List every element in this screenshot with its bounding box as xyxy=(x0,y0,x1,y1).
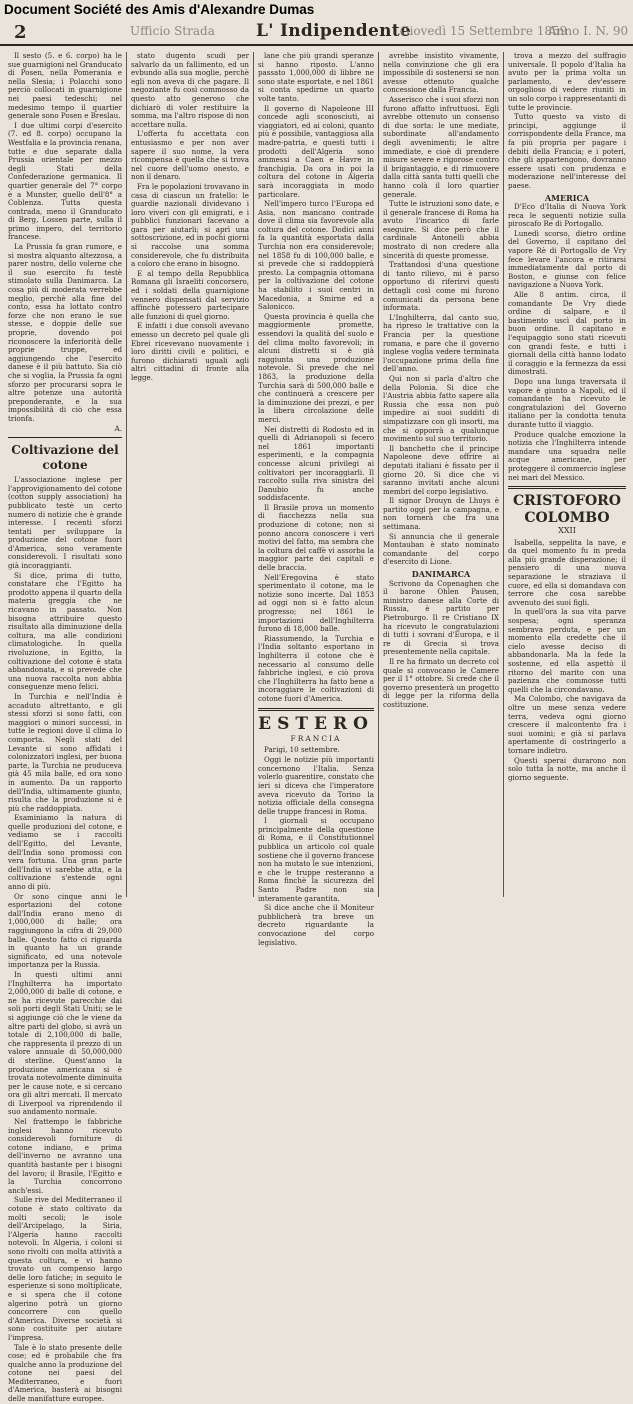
paragraph: Trattandosi d'una questione di tanto rilievo, mi è parso opportuno di riferirvi questi dettagli così come mi furono comunicati da persona bene informata. xyxy=(383,260,499,313)
paragraph: Si dice anche che il Moniteur pubblicherà tra breve un decreto riguardante la convocazione del corpo legislativo. xyxy=(258,903,374,947)
masthead xyxy=(0,18,633,46)
paragraph: Lunedì scorso, dietro ordine del Governo, il capitano del vapore Rè di Portogallo de Vry fece levare l'ancora e ritirarsi immediatamente dal porto di Boston, e giunse con felice navigazione a Nuova York. xyxy=(508,228,626,290)
masthead-faded-mid: Giovedì 15 Settembre 1859 xyxy=(400,24,568,38)
paragraph: Alle 8 antim. circa, il comandante De Vry diede ordine di salpare, e il bastimento uscì dal porto in buon ordine. Il capitano e l'equipaggio sono stati ricevuti con grandi feste, e tutti i giornali della città hanno lodato il coraggio e la fermezza da essi dimostrati. xyxy=(508,290,626,377)
paragraph: I due ultimi corpi d'esercito (7. ed 8. corpo) occupano la Westfalia e la provincia renana, tutte e due separate dalla Prussia orientale per mezzo degli Stati della Confederazione germanica. Il quartier generale del 7° corpo è a Munster, quello dell'8° a Coblenza. Tutta questa contrada, meno il Granducato di Berg, Lossen parte, sulla il primo impero, del territorio francese. xyxy=(8,120,122,242)
paragraph: E al tempo della Repubblica Romana gli Israeliti concorsero, ed i soldati della guarnigione vennero dispensati dal servizio affinchè potessero partecipare alle funzioni di quel giorno. xyxy=(131,268,249,321)
paragraph: Scrivono da Copenaghen che il barone Ohlen Pausen, ministro danese alla Corte di Russia, è partito per Pietroburgo. Il re Cristiano IX ha ricevuto le congratulazioni di tutti i sovrani d'Europa, e il re di Grecia si trova presentemente nella capitale. xyxy=(383,578,499,657)
paragraph: Tale è lo stato presente delle cose; ed è probabile che fra qualche anno la produzione del cotone nei paesi del Mediterraneo, e fuori d'America, basterà ai bisogni delle manifatture europee. xyxy=(8,1342,122,1404)
paragraph: Asserisco che i suoi sforzi non furono affatto infruttuosi. Egli avrebbe ottenuto un consenso di due sorta: le une mediate, subordinate all'andamento degli avvenimenti; le altre immediate, e cioè di prendere misure severe e rigorose contro il brigantaggio, e di rimuovere dalla città santa tutti quelli che hanno colà il loro quartier generale. xyxy=(383,94,499,199)
paragraph: In questi ultimi anni l'Inghilterra ha importato 2,000,000 di balle di cotone, e ne ha ricevute parecchie dai soli porti degli Stati Uniti; se le si aggiunge ciò che le viene da altre parti del globo, si avrà un totale di 2,100,000 di balle, che rappresenta il prezzo di un valore annuale di 50,000,000 di sterline. Quest'anno la produzione americana si è trovata notevolmente diminuita per le cause note, e si cercano ora gli altri mercati. Il mercato di Liverpool va riprendendo il suo andamento normale. xyxy=(8,969,122,1117)
paragraph: Il signor Drouyn de Lhuys è partito oggi per la campagna, e non tornerà che fra una settimana. xyxy=(383,496,499,532)
paragraph: L'Inghilterra, dal canto suo, ha ripreso le trattative con la Francia per la questione romana, e pare che il governo inglese voglia vedere terminata l'occupazione prima della fine dell'anno. xyxy=(383,312,499,374)
paragraph: avrebbe insistito vivamente, nella convinzione che gli era impossibile di sostenersi se non avesse ottenuto qualche concessione dalla Francia. xyxy=(383,51,499,95)
paragraph: lane che più grandi speranze si hanno riposto. L'anno passato 1,000,000 di libbre ne sono state esportate, e nel 1861 si conta spedirne un quarto volte tanto. xyxy=(258,51,374,103)
estero-heading xyxy=(258,715,374,744)
source-banner: Document Société des Amis d'Alexandre Dumas xyxy=(4,2,315,17)
paragraph: Esaminiamo la natura di quelle produzioni del cotone, e vediamo se i raccolti dell'Egitto, del Levante, dell'India sono promossi con vera fortuna. Una gran parte dell'India vi sarebbe atta, e la coltivazione s'estende ogni anno di più. xyxy=(8,813,122,892)
column-1 xyxy=(8,51,122,1404)
paragraph: L'offerta fu accettata con entusiasmo e per non aver sapere il suo nome, la vera ricompensa è quella che si trova nel cuore dell'uomo onesto, e non il denaro. xyxy=(131,129,249,182)
divider xyxy=(508,486,626,489)
paragraph: Sulle rive del Mediterraneo il cotone è stato coltivato da molti secoli; le isole dell'Arcipelago, la Siria, l'Algeria hanno raccolti notevoli. In Algeria, i coloni si sono rivolti con molta attività a questa coltura, e vi hanno trovato un compenso largo delle loro fatiche; in seguito le esperienze si sono moltiplicate, e si spera che il cotone algerino potrà un giorno concorrere con quello d'America. Diverse società si sono costituite per aiutare l'impresa. xyxy=(8,1195,122,1342)
paragraph: Si dice, prima di tutto, constatare che l'Egitto ha prodotto appena il quarto della materia greggia che ne ricavano in passato. Non bisogna attribuire questo risultato alla diminuzione della coltura, ma alle condizioni climatologiche. In quella rivoluzione, in Egitto, la coltivazione del cotone è stata abbandonata, e si prevede che una nuova raccolta non abbia conseguenze meno felici. xyxy=(8,570,122,692)
feuilleton-title: CRISTOFORO COLOMBO xyxy=(512,493,621,527)
column-rule xyxy=(378,52,379,897)
column-4 xyxy=(383,52,499,897)
divider xyxy=(8,437,122,438)
newspaper-title: L' Indipendente xyxy=(256,21,412,41)
masthead-faded-right: Anno I. N. 90 xyxy=(548,24,629,38)
paragraph: Tutto questo va visto di principi, aggiunge il corrispondente della France, ma fa più propria per pagare i debiti della Francia; e i poteri, che gli appartengono, dovranno essere usati con prudenza e moderazione nell'interesse del paese. xyxy=(508,112,626,190)
paragraph: Isabella, seppelita la nave, e da quel momento fu in preda alla più grande disperazione; il pensiero di una nuova separazione le straziava il cuore, ed ella si domandava con terrore che cosa sarebbe avvenuto dei suoi figli. xyxy=(508,537,626,607)
paragraph: Il banchetto che il principe Napoleone deve offrire ai deputati italiani è fissato per il giorno 20. Si dice che vi saranno invitati anche alcuni membri del corpo legislativo. xyxy=(383,443,499,496)
dateline: Parigi, 10 settembre. xyxy=(264,744,340,754)
paragraph: Fra le popolazioni trovavano in casa di ciascun un fratello: le guardie nazionali dividevano i loro viveri con gli emigrati, e i pubblici funzionari facevano a gara per aiutarli; si aprì una sottoscrizione, ed in pochi giorni si raccolse una somma considerevole, che fu distribuita a coloro che erano in bisogno. xyxy=(131,181,249,269)
end-mark: A. xyxy=(114,423,122,433)
paragraph: Si annuncia che il generale Montauban è stato nominato comandante del corpo d'esercito di Lione. xyxy=(383,531,499,567)
paragraph: Il sesto (5. e 6. corpo) ha le sue guarnigioni nel Granducato di Posen, nella Pomerania e nella Slesia; i Polacchi sono perciò collocati in guarnigione nei paesi tedeschi; nel medesimo tempo il quartier generale sono Posen e Breslau. xyxy=(8,51,122,121)
paragraph: La Prussia fa gran rumore, e si mostra alquanto altezzosa, a parer nostro, dello volerne che il suo esercito fu testè stimolato sulla Danimarca. La cosa più di moderata verrebbe meglio, perchè alla fine del conto, essa ha lottato contro forze che non erano le sue stesse, e doppie delle sue proprie, dovendo poi riconoscere la inferiorità delle proprie truppe, ed aggiungendo che l'esercito danese è il più battuto. Sia ciò che si voglia, la Prussia fa ogni sforzo per procurarsi sopra le altre potenze una autorità preponderante, e la sua impossibilità di ciò che essa trionfa. xyxy=(8,242,122,423)
paragraph: Nell'Eregovina è stato sperimentato il cotone, ma le notizie sono incerte. Dal 1853 ad oggi non si è fatto alcun progresso; nel 1861 le importazioni dell'Inghilterra furono di 18,000 balle. xyxy=(258,572,374,634)
section-heading-cotone: Coltivazione del cotone xyxy=(11,443,119,473)
paragraph: Nel frattempo le fabbriche inglesi hanno ricevuto considerevoli forniture di cotone indiano, e prima dell'inverno ne avranno una quantità bastante per i bisogni del lavoro; il Brasile, l'Egitto e la Turchia concorrono anch'essi. xyxy=(8,1117,122,1195)
paragraph: Produce qualche emozione la notizia che l'Inghilterra intende mandare una squadra nelle acque americane, per proteggere il commercio inglese nei mari del Messico. xyxy=(508,429,626,482)
america-heading: AMERICA xyxy=(544,192,590,203)
column-5 xyxy=(508,52,626,897)
danimarca-heading: DANIMARCA xyxy=(411,569,471,580)
column-rule xyxy=(126,52,127,897)
paragraph: Dopo una lunga traversata il vapore è giunto a Napoli, ed il comandante ha ricevuto le congratulazioni del Governo italiano per la condotta tenuta durante tutto il viaggio. xyxy=(508,376,626,429)
masthead-faded-left: Ufficio Strada xyxy=(130,24,215,38)
paragraph: stato dugento scudi per salvarlo da un fallimento, ed un evbundo alla sua moglie, perchè egli non aveva di che pagare. Il negoziante fu così commosso da questo atto generoso che dichiarò di voler restituire la somma, ma l'altro rispose di non accettare nulla. xyxy=(131,51,249,129)
paragraph: D'Eco d'Italia di Nuova York reca le seguenti notizie sulla piroscafo Re di Portogallo. xyxy=(508,202,626,229)
paragraph: Qui non si parla d'altro che della Polonia. Si dice che l'Austria abbia fatto sapere alla Russia che essa non può impedire ai suoi sudditi di simpatizzare con gli insorti, ma che si opporrà a qualunque movimento sul suo territorio. xyxy=(383,373,499,444)
page-number: 2 xyxy=(14,22,27,43)
column-2 xyxy=(131,52,249,897)
paragraph: I giornali si occupano principalmente della questione di Roma, e il Constitutionnel pubblica un articolo col quale sostiene che il governo francese non ha mutato le sue intenzioni, e che le truppe resteranno a Roma finchè la sicurezza del Santo Padre non sia interamente garantita. xyxy=(258,816,375,903)
paragraph: Or sono cinque anni le esportazioni del cotone dall'India erano meno di 1,000,000 di balle; ora raggiungono la cifra di 29,000 balle. Questo fatto ci riguarda in quanto ha un grande significato, ed una notevole importanza per la Russia. xyxy=(8,891,122,970)
paragraph: Il re ha firmato un decreto col quale si convocano le Camere per il 1° ottobre. Si crede che il governo presenterà un progetto di legge per la riforma della costituzione. xyxy=(383,656,499,709)
paragraph: Riassumendo, la Turchia e l'India soltanto esportano in Inghilterra il cotone che è necessario al consumo delle fabbriche inglesi, e ciò prova che l'Inghilterra ha fatto bene a incoraggiare le coltivazioni di cotone fuori d'America. xyxy=(258,633,374,703)
paragraph: Questi sperai durarono non solo tutta la notte, ma anche il giorno seguente. xyxy=(508,755,626,782)
estero-title: ESTERO xyxy=(258,713,374,734)
paragraph: Il Brasile prova un momento di fiacchezza nella sua produzione di cotone; non si ponno ancora conoscere i veri motivi del fatto, ma sembra che la coltura del caffè vi assorba la maggior parte dei capitali e delle braccia. xyxy=(258,502,374,573)
paragraph: Questa provincia è quella che maggiormente promette, essendovi la qualità del suolo e del clima molto favorevoli; in alcuni distretti si è già raggiunta una produzione notevole. Si prevede che nel 1863, la produzione della Turchia sarà di 500,000 balle e che continuerà a crescere per la diminuzione dei prezzi, e per la libera circolazione delle merci. xyxy=(258,311,374,424)
paragraph: trova a mezzo del suffragio universale. Il popolo d'Italia ha avuto per la prima volta un parlamento, e dev'essere orgoglioso di vedere riuniti in un solo corpo i rappresentanti di tutte le provincie. xyxy=(508,51,626,112)
feuilleton-chapter: XXII xyxy=(558,526,576,536)
paragraph: In quell'ora la sua vita parve sospesa; ogni speranza sembrava perduta, e per un momento ella credette che il cielo avesse deciso di abbandonarla. Ma la fede la sostenne, ed ella aspettò il ritorno del marito con una pazienza che commosse tutti quelli che la circondavano. xyxy=(508,607,626,694)
paragraph: E infatti i due consoli avevano emesso un decreto pel quale gli Ebrei ricevevano nuovamente i loro diritti civili e politici, e furono dichiarati uguali agli altri cittadini di fronte alla legge. xyxy=(131,321,249,382)
estero-subtitle: FRANCIA xyxy=(290,733,342,743)
paragraph: Nei distretti di Rodosto ed in quelli di Adrianopoli si fecero nel 1861 importanti esperimenti, e la compagnia concesse alcuni privilegi ai coltivatori per incoraggiarli. Il raccolto sulla riva sinistra del Danubio fu anche soddisfacente. xyxy=(258,424,374,503)
paragraph: Ma Colombo, che navigava da oltre un mese senza vedere terra, vedeva ogni giorno crescere il malcontento fra i suoi uomini; e già si parlava apertamente di costringerlo a tornare indietro. xyxy=(508,694,626,755)
paragraph: Tutte le istruzioni sono date, e il generale francese di Roma ha avuto l'incarico di farle eseguire. Si dice però che il cardinale Antonelli abbia mostrato di non credere alla sincerità di queste promesse. xyxy=(383,199,499,260)
paragraph: Nell'impero turco l'Europa ed Asia, non mancano contrade dove il clima sia favorevole alla coltura del cotone. Dodici anni fa la quantità esportata dalla Turchia non era considerevole; nel 1858 fu di 100,000 balle, e si prevede che si raddoppierà presto. La compagnia ottomana per la coltivazione del cotone ha stabilito i suoi centri in Macedonia, a Smirne ed a Salonicco. xyxy=(258,199,374,312)
paragraph: Il governo di Napoleone III concede agli sconosciuti, ai viaggiatori, ed ai coloni, quanto più è possibile, vantaggiosa alla madre-patria, e questi tutti i prodotti dell'Algeria sono ammessi a Caen e Havre in franchigia. Da ora in poi la coltura del cotone in Algeria sarà incoraggiata in modo particolare. xyxy=(258,103,374,199)
column-rule xyxy=(503,52,504,897)
column-3 xyxy=(258,51,375,947)
paragraph: In Turchia e nell'India è accaduto altrettanto, e gli stessi sforzi si sono fatti, con maggiori o minori successi, in tutte le regioni dove il clima lo comporta. Negli stati del Levante si sono affidati i colonizzatori inglesi, per buona parte, la Turchia ne produceva già 45 mila balle, ed ora sono in aumento. Da un rapporto dell'India, ultimamente giunto, risulta che la produzione si è più che raddoppiata. xyxy=(8,691,122,813)
paragraph: Oggi le notizie più importanti concernono l'Italia. Senza volerlo guarentire, constato che ieri si diceva che l'imperatore aveva ricevuto da Torino la notizia officiale della consegna delle truppe francesi in Roma. xyxy=(258,755,374,816)
column-rule xyxy=(253,52,254,897)
paragraph: L'associazione inglese per l'approvigionamento del cotone (cotton supply association) ha pubblicato testè un certo numero di notizie che è grande interesse. I recenti sforzi tentati per sviluppare la produzione del cotone fuori d'America, sono veramente considerevoli. I risultati sono già incoraggianti. xyxy=(8,475,122,571)
divider xyxy=(258,708,374,711)
